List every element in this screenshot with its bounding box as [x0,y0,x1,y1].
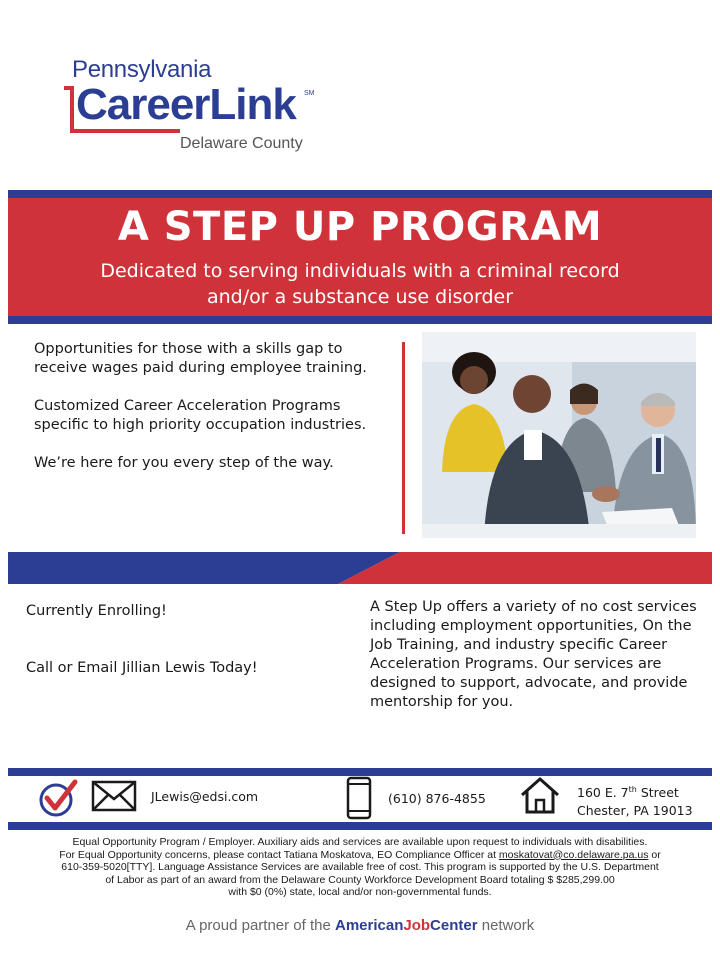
highlight-every-step: We’re here for you every step of the way. [34,455,334,471]
banner-top-bar [8,190,712,198]
american-job-center-partner: A proud partner of the AmericanJobCenter network [185,917,535,934]
footer-line4: of Labor as part of an award from the Delaware County Workforce Development Board totaling $ $285,299.00 [105,873,615,886]
footer-line2: For Equal Opportunity concerns, please contact Tatiana Moskatova, EO Compliance Officer at moskatovat@co.delaware.pa.us or [59,848,661,861]
footer-line1: Equal Opportunity Program / Employer. Auxiliary aids and services are available upon request to individuals with disabilities. [72,836,648,848]
email-link[interactable]: JLewis@edsi.com [151,789,259,804]
highlight-skills-gap: Opportunities for those with a skills gap to receive wages paid during employee training. [34,341,367,376]
logo-careerlink: CareerLink [76,80,296,129]
logo-county: Delaware County [180,135,303,152]
banner-subtitle-line1: Dedicated to serving individuals with a criminal record [100,260,620,282]
eo-email-link[interactable]: moskatovat@co.delaware.pa.us [498,848,649,861]
envelope-icon [91,780,137,812]
footer-line3: 610-359-5020[TTY]. Language Assistance Services are available free of cost. This program is supported by the U.S. Department [61,861,659,873]
services-description: A Step Up offers a variety of no cost services including employment opportunities, On the Job Training, and industry specific Career Acceleration Programs. Our services are designed to support, advocate, and provide mentorship for you. [370,599,697,710]
eeo-disclaimer [8,836,712,899]
address-line1: 160 E. 7th Street [577,785,679,801]
mobile-phone-icon [346,776,372,820]
banner [8,198,712,316]
phone-number[interactable]: (610) 876-4855 [388,791,486,806]
footer-line5: with $0 (0%) state, local and/or non-governmental funds. [228,886,492,898]
business-handshake-photo [422,332,696,538]
banner-subtitle-line2: and/or a substance use disorder [206,286,514,308]
banner-subtitle [8,258,712,310]
logo-sm-mark: SM [304,90,315,97]
currently-enrolling: Currently Enrolling! [26,603,167,619]
program-highlights [34,340,384,492]
contact-top-bar [8,768,712,776]
home-icon [519,776,561,814]
banner-title: A STEP UP PROGRAM [117,204,603,250]
address-line2: Chester, PA 19013 [577,803,693,819]
highlight-career-acceleration: Customized Career Acceleration Programs specific to high priority occupation industries. [34,398,367,433]
checkmark-badge-icon [37,778,79,818]
diagonal-color-band [8,552,712,584]
logo-pennsylvania: Pennsylvania [72,56,212,83]
call-to-action: Call or Email Jillian Lewis Today! [26,660,258,676]
street-address [577,781,693,820]
contact-bottom-bar [8,822,712,830]
vertical-divider [402,342,405,534]
banner-bottom-bar [8,316,712,324]
